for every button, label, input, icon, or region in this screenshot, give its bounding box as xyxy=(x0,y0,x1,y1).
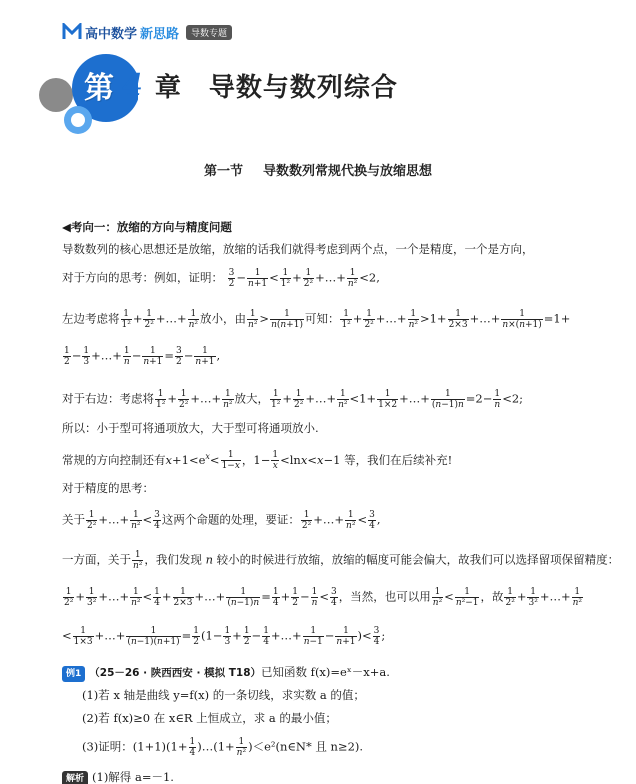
paragraph-7: 常规的方向控制还有$x+1<e^x<$ $\frac{1}{1-x}$ ，1− $\frac{1}{x}$ <lnx<x−1 等，我们在后续补充! xyxy=(62,450,453,472)
chapter-zhang: 章 xyxy=(154,72,181,103)
p11-text-b: ，故 xyxy=(480,589,504,604)
p5-text-a: 对于右边：考虑将 xyxy=(62,391,154,406)
chapter-di: 第 xyxy=(84,71,114,106)
brand-subtitle: 新思路 xyxy=(140,26,180,42)
paragraph-10: 一方面，关于 $\frac{1}{\text{n²}}$ ，我们发现 n 较小的时候进行放缩，放缩的幅度可能会偏大，故我们可以选择留项保留精度： xyxy=(62,550,620,571)
brand-header xyxy=(62,22,232,42)
paragraph-5: 对于右边：考虑将 $\frac{1}{\text{1²}}$ + $\frac{1}{\text{2²}}$ +…+ $\frac{1}{\text{n²}}$ 放大， $\frac{1}{\text{1²}}$ + $\frac{1}{\text{2²}}$ +…+ $\frac{1}{\text{n²}}$ <1+ $\frac{1}{1\times 2}$ +…+ $\frac{1}{(n-1)n}$ =2− $\frac{1}{n}$ <2; xyxy=(62,389,524,410)
p11-text-a: ，当然，也可以用 xyxy=(338,589,431,604)
example-source: （25－26 · 陕西西安 · 模拟 T18） xyxy=(89,667,262,679)
q3-text-a: (3)证明：(1+1) xyxy=(82,739,167,754)
solution-badge: 解析 xyxy=(62,771,88,784)
p3-text-a: 左边考虑将 xyxy=(62,311,120,326)
question-1: (1)若 x 轴是曲线 y=f(x) 的一条切线，求实数 a 的值； xyxy=(82,688,365,702)
p5-text-b: 放大， xyxy=(234,391,270,406)
question-2: (2)若 f(x)≥0 在 x∈R 上恒成立，求 a 的最小值； xyxy=(82,711,337,725)
paragraph-3: 左边考虑将 $\frac{1}{\text{1²}}$ + $\frac{1}{\text{2²}}$ +…+ $\frac{1}{\text{n²}}$ 放小，由 $\frac{1}{\text{n²}}$ > $\frac{1}{n(n+1)}$ 可知： $\frac{1}{\text{1²}}$ + $\frac{1}{\text{2²}}$ +…+ $\frac{1}{\text{n²}}$ >1+ $\frac{1}{2\times 3}$ +…+ $\frac{1}{n\times(n+1)}$ =1+ xyxy=(62,309,571,330)
paragraph-11: $\frac{1}{\text{2²}}$ + $\frac{1}{\text{3²}}$ +…+ $\frac{1}{\text{n²}}$ < $\frac{1}{4}$ + $\frac{1}{2\times 3}$ +…+ $\frac{1}{(n-1)n}$ = $\frac{1}{4}$ + $\frac{1}{2}$ − $\frac{1}{n}$ < $\frac{3}{4}$ ，当然，也可以用 $\frac{1}{\text{n²}}$ < $\frac{1}{\text{n²−1}}$ ，故 $\frac{1}{\text{2²}}$ + $\frac{1}{\text{3²}}$ +…+ $\frac{1}{\text{n²}}$ xyxy=(64,587,582,608)
paragraph-12: < $\frac{1}{1\times 3}$ +…+ $\frac{1}{(n-1)(n+1)}$ = $\frac{1}{2}$ (1− $\frac{1}{3}$ + $\frac{1}{2}$ − $\frac{1}{4}$ +…+ $\frac{1}{n-1}$ − $\frac{1}{n+1}$ )< $\frac{3}{4}$ ; xyxy=(62,626,386,647)
chapter-number: 4 xyxy=(122,67,143,103)
section-label: 第一节 xyxy=(203,164,243,179)
p7-text-b: ， xyxy=(241,452,254,467)
p10-text-a: 一方面，关于 xyxy=(62,552,131,567)
p9-text-b: 这两个命题的处理，要证： xyxy=(161,512,300,527)
section-name: 导数数列常规代换与放缩思想 xyxy=(263,164,433,179)
p3-text-b: 放小，由 xyxy=(200,311,247,326)
paragraph-1: 导数数列的核心思想还是放缩，放缩的话我们就得考虑到两个点，一个是精度，一个是方向， xyxy=(62,242,534,256)
example-1-header xyxy=(62,665,390,682)
paragraph-6: 所以：小于型可将通项放大，大于型可将通项放小. xyxy=(62,421,319,435)
chapter-title: 导数与数列综合 xyxy=(208,72,398,103)
p3-text-c: 可知： xyxy=(304,311,340,326)
paragraph-2: 对于方向的思考：例如，证明： $\frac{3}{2}$ − $\frac{1}{n+1}$ < $\frac{1}{\text{1²}}$ + $\frac{1}{\text{2²}}$ +…+ $\frac{1}{\text{n²}}$ <2, xyxy=(62,268,380,289)
p2-text: 对于方向的思考：例如，证明： xyxy=(62,270,223,285)
paragraph-8: 对于精度的思考： xyxy=(62,481,154,495)
example-stem: 已知函数 f(x)=eˣ－x+a. xyxy=(261,665,390,679)
brand-tag: 导数专题 xyxy=(186,25,232,40)
solution-line xyxy=(62,770,174,784)
p7-text-a: 常规的方向控制还有 xyxy=(62,452,166,467)
example-badge: 例1 xyxy=(62,666,85,682)
p10-text-b: ，我们发现 xyxy=(144,552,202,567)
section-title xyxy=(0,160,636,179)
question-3: (3)证明：(1+1)(1+ $\frac{1}{4}$ )…(1+ $\frac{1}{\text{n²}}$ )＜e²(n∈N* 且 n≥2). xyxy=(82,737,364,758)
kaoxiang-heading: ◀考向一：放缩的方向与精度问题 xyxy=(62,220,232,234)
brand-title: 高中数学 xyxy=(85,26,138,42)
p9-text-a: 关于 xyxy=(62,512,85,527)
p10-text-c: 较小的时候进行放缩，放缩的幅度可能会偏大，故我们可以选择留项保留精度： xyxy=(216,552,620,567)
brand-logo-icon xyxy=(62,23,82,41)
paragraph-9: 关于 $\frac{1}{\text{2²}}$ +…+ $\frac{1}{\text{n²}}$ < $\frac{3}{4}$ 这两个命题的处理，要证： $\frac{1}{\text{2²}}$ +…+ $\frac{1}{\text{n²}}$ < $\frac{3}{4}$ , xyxy=(62,510,381,531)
paragraph-4: $\frac{1}{2}$ − $\frac{1}{3}$ +…+ $\frac{1}{n}$ − $\frac{1}{n+1}$ = $\frac{3}{2}$ − $\frac{1}{n+1}$ , xyxy=(64,346,221,367)
p7-text-c: ，我们在后续补充! xyxy=(355,452,453,467)
chapter-heading xyxy=(84,66,398,104)
q3-text-b: ＜e²(n∈N* 且 n≥2). xyxy=(252,739,364,754)
solution-text: (1)解得 a=－1. xyxy=(92,770,174,784)
